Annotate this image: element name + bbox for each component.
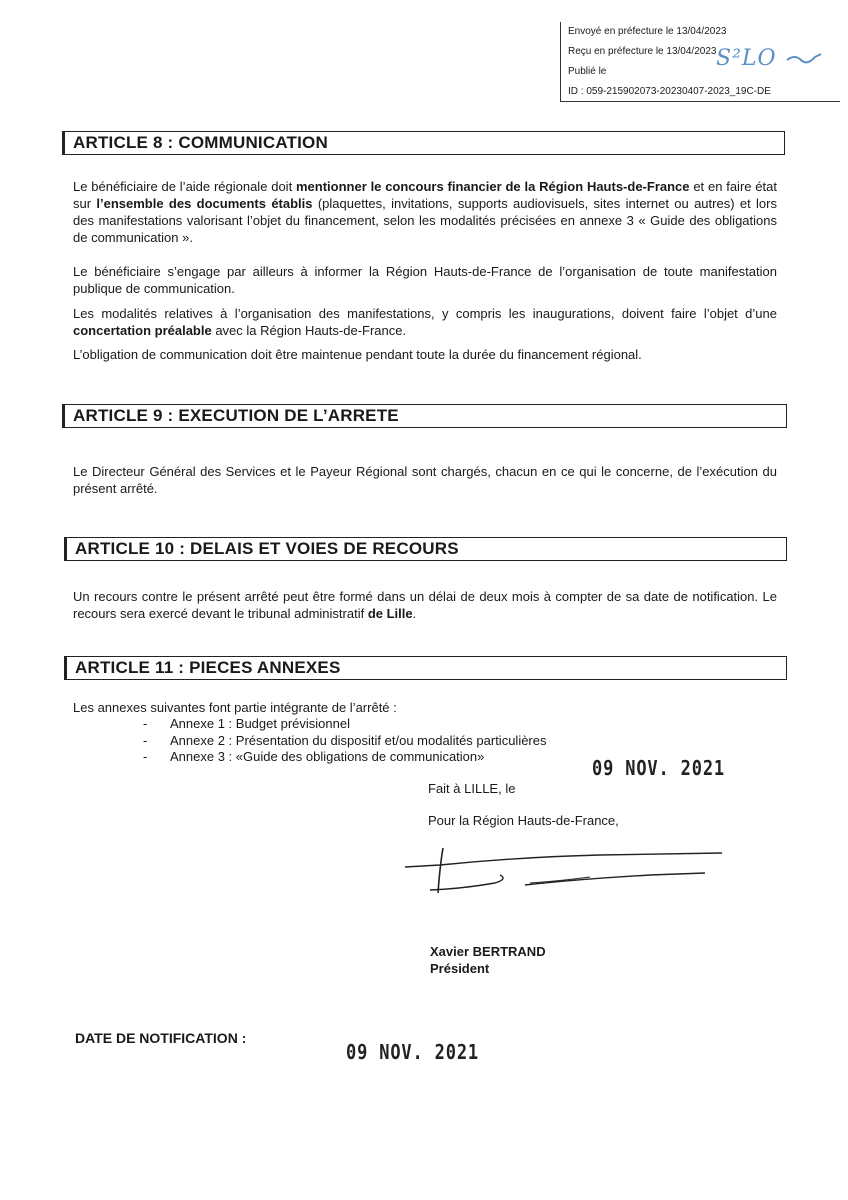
slo-logo: S²LO	[716, 46, 823, 71]
article-8-paragraph-4: L’obligation de communication doit être maintenue pendant toute la durée du financement régional.	[73, 347, 642, 362]
stamp-published: Publié le	[568, 66, 607, 77]
signature-for: Pour la Région Hauts-de-France,	[428, 813, 619, 828]
notification-date-stamp: 09 NOV. 2021	[346, 1040, 480, 1064]
article-10-paragraph: Un recours contre le présent arrêté peut être formé dans un délai de deux mois à compter de sa date de notification. Le recours sera exercé devant le tribunal administratif de Lille.	[73, 589, 777, 621]
article-11-header	[64, 656, 787, 680]
handwritten-signature	[400, 845, 730, 900]
annex-list	[143, 716, 547, 766]
list-item: - Annexe 2 : Présentation du dispositif et/ou modalités particulières	[143, 732, 547, 748]
article-10-header	[64, 537, 787, 561]
signatory-role: Président	[430, 961, 490, 976]
article-8-title: ARTICLE 8 : COMMUNICATION	[73, 133, 328, 152]
signature-place: Fait à LILLE, le	[428, 781, 516, 796]
article-8-paragraph-2: Le bénéficiaire s’engage par ailleurs à informer la Région Hauts-de-France de l’organisation de toute manifestation publique de communication.	[73, 264, 777, 296]
list-item: - Annexe 1 : Budget prévisionnel	[143, 716, 350, 731]
article-8-header	[62, 131, 785, 155]
article-8-paragraph-3: Les modalités relatives à l’organisation des manifestations, y compris les inaugurations, doivent faire l’objet d’une concertation préalable avec la Région Hauts-de-France.	[73, 306, 777, 338]
stamp-id: ID : 059-215902073-20230407-2023_19C-DE	[568, 86, 771, 97]
annex-intro: Les annexes suivantes font partie intégrante de l’arrêté :	[73, 700, 397, 715]
article-9-header	[62, 404, 787, 428]
article-10-title: ARTICLE 10 : DELAIS ET VOIES DE RECOURS	[75, 539, 459, 558]
article-9-title: ARTICLE 9 : EXECUTION DE L’ARRETE	[73, 406, 399, 425]
stamp-sent: Envoyé en préfecture le 13/04/2023	[568, 26, 727, 37]
stamp-received: Reçu en préfecture le 13/04/2023	[568, 46, 717, 57]
signature-date-stamp: 09 NOV. 2021	[592, 756, 726, 780]
signatory-name: Xavier BERTRAND	[430, 944, 546, 959]
article-11-title: ARTICLE 11 : PIECES ANNEXES	[75, 658, 341, 677]
list-item: - Annexe 3 : «Guide des obligations de communication»	[143, 749, 485, 764]
notification-label: DATE DE NOTIFICATION :	[75, 1030, 247, 1046]
article-9-paragraph: Le Directeur Général des Services et le Payeur Régional sont chargés, chacun en ce qui le concerne, de l’exécution du présent arrêté.	[73, 464, 777, 496]
article-8-paragraph-1: Le bénéficiaire de l’aide régionale doit mentionner le concours financier de la Région Hauts-de-France et en faire état sur l’ensemble des documents établis (plaquettes, invitations, supports audiovisuels, sites internet ou autres) et lors des manifestations valorisant l’objet du financement, selon les modalités précisées en annexe 3 « Guide des obligations de communication ».	[73, 179, 777, 245]
